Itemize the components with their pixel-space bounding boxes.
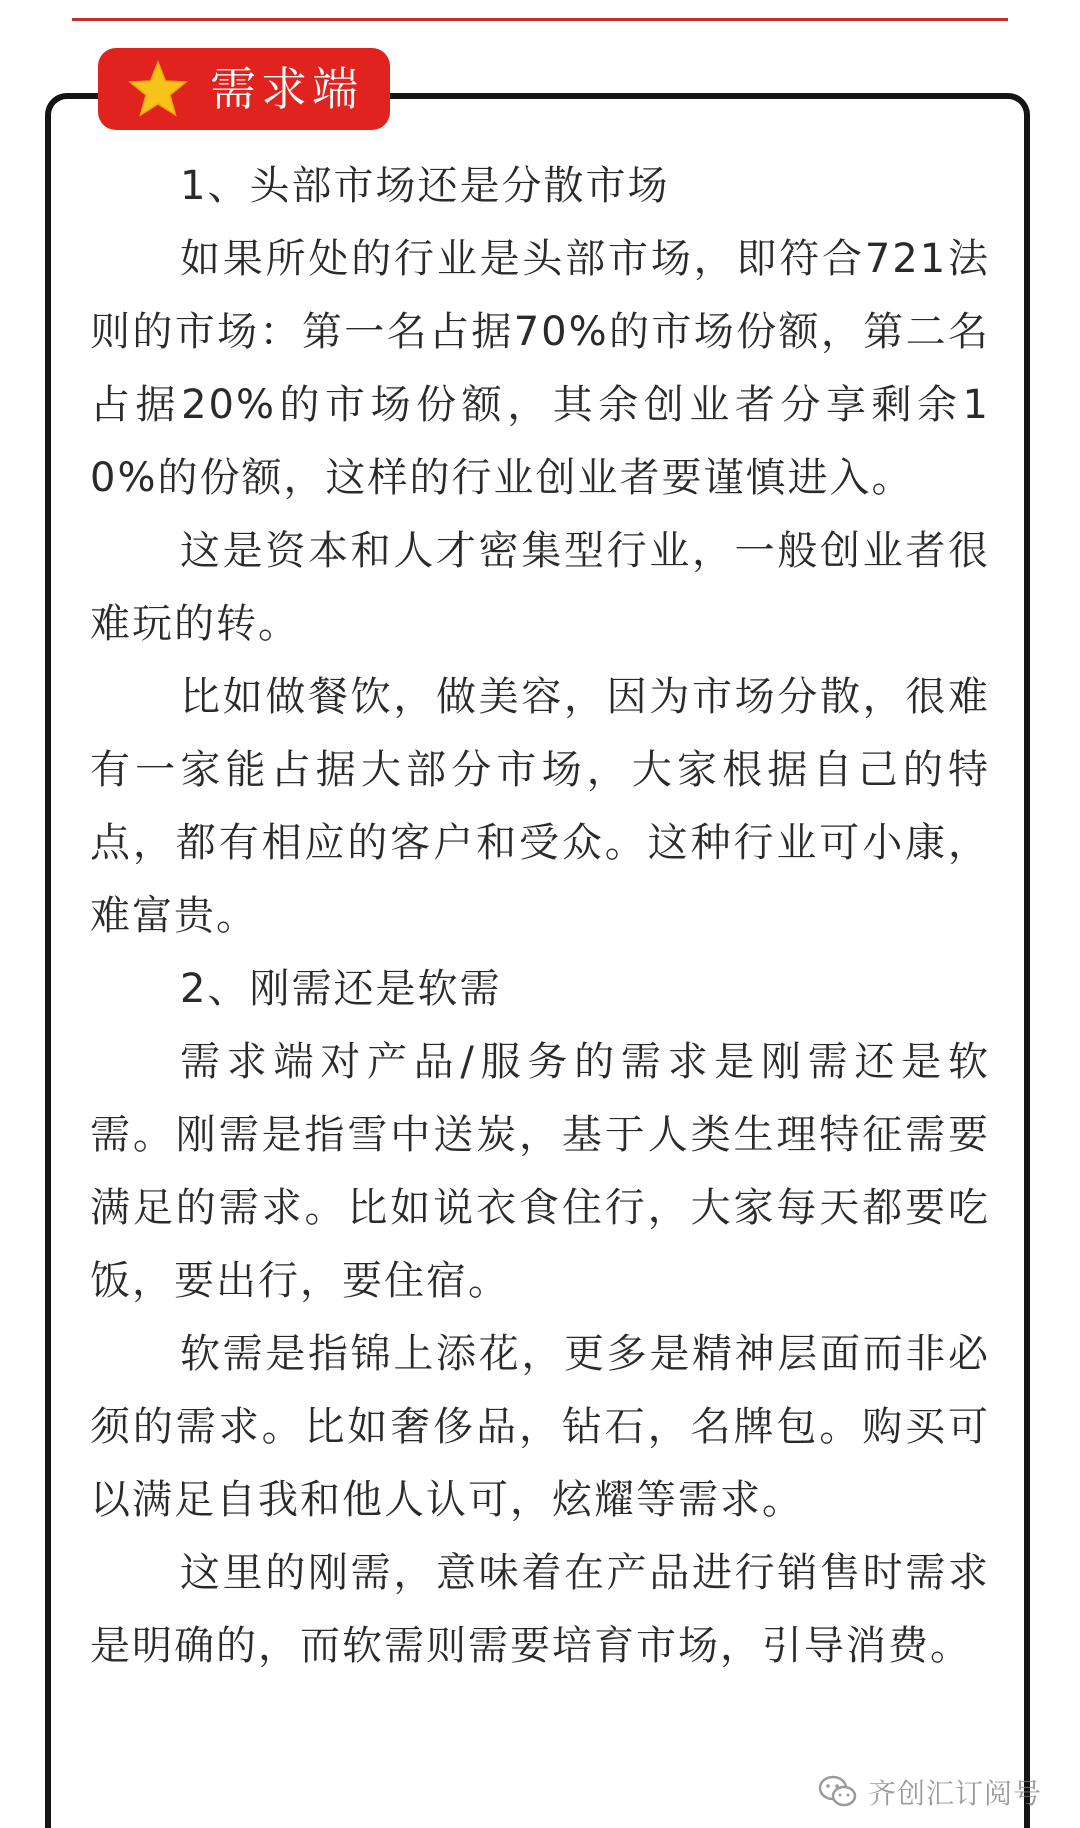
heading-head-vs-scattered-market: 1、头部市场还是分散市场 xyxy=(180,163,670,209)
top-divider xyxy=(72,18,1008,21)
heading-rigid-vs-soft-demand: 2、刚需还是软需 xyxy=(180,966,502,1012)
star-icon xyxy=(128,60,188,118)
paragraph-capital-intensive: 这是资本和人才密集型行业，一般创业者很难玩的转。 xyxy=(90,528,990,647)
article-body xyxy=(90,150,990,1683)
paragraph-scattered-example: 比如做餐饮，做美容，因为市场分散，很难有一家能占据大部分市场，大家根据自己的特点，都有相应的客户和受众。这种行业可小康，难富贵。 xyxy=(90,674,990,939)
paragraph-demand-summary: 这里的刚需，意味着在产品进行销售时需求是明确的，而软需则需要培育市场，引导消费。 xyxy=(90,1550,990,1669)
paragraph-rigid-demand: 需求端对产品/服务的需求是刚需还是软需。刚需是指雪中送炭，基于人类生理特征需要满足的需求。比如说衣食住行，大家每天都要吃饭，要出行，要住宿。 xyxy=(90,1039,990,1304)
watermark xyxy=(818,1772,1042,1812)
wechat-icon xyxy=(818,1775,858,1809)
watermark-text: 齐创汇订阅号 xyxy=(867,1777,1042,1810)
section-label: 需求端 xyxy=(210,62,363,116)
paragraph-soft-demand: 软需是指锦上添花，更多是精神层面而非必须的需求。比如奢侈品，钻石，名牌包。购买可以满足自我和他人认可，炫耀等需求。 xyxy=(90,1331,990,1523)
section-tag xyxy=(98,48,390,130)
paragraph-721-rule: 如果所处的行业是头部市场，即符合721法则的市场：第一名占据70%的市场份额，第二名占据20%的市场份额，其余创业者分享剩余10%的份额，这样的行业创业者要谨慎进入。 xyxy=(90,236,990,501)
